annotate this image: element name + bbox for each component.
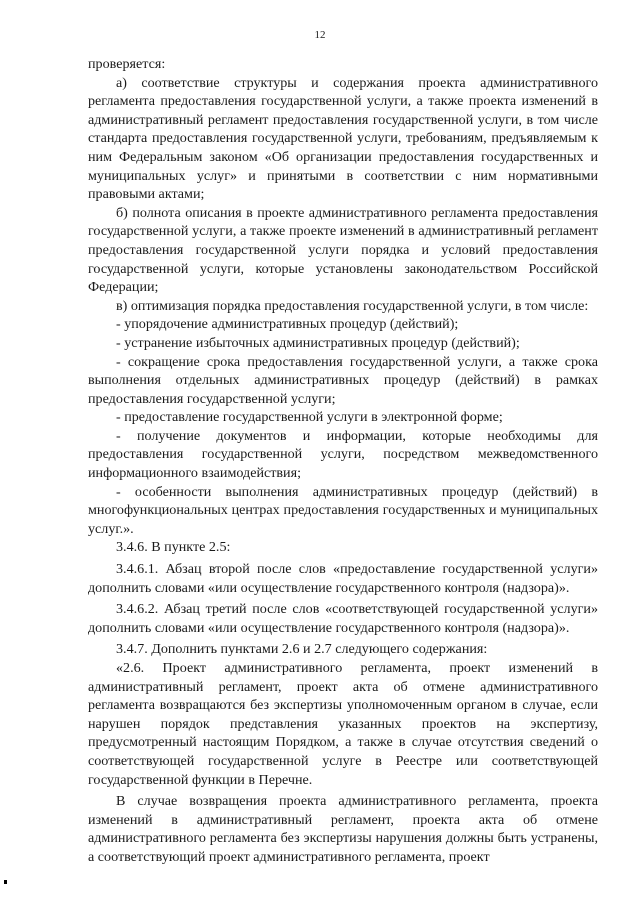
list-item: - упорядочение административных процедур (действий); — [116, 316, 459, 333]
paragraph: 3.4.6. В пункте 2.5: — [116, 539, 231, 556]
paragraph: В случае возвращения проекта административного регламента, проекта изменений в административный регламент, проекта акта об отмене административного регламента без экспертизы нарушения должны быть устранены, а соответствующий проект административного регламента, проект — [88, 793, 598, 865]
page-number: 12 — [314, 29, 326, 41]
paragraph: проверяется: — [88, 56, 166, 72]
list-item: - устранение избыточных административных процедур (действий); — [116, 334, 520, 351]
paragraph: б) полнота описания в проекте административного регламента предоставления государственной услуги, а также проекте изменений в административный регламент предоставления государственной услуги порядка и условий предоставления государственной услуги, которые установлены законодательством Российской Федерации; — [88, 204, 598, 296]
scan-mark — [4, 880, 7, 884]
paragraph: 3.4.7. Дополнить пунктами 2.6 и 2.7 следующего содержания: — [116, 641, 488, 658]
list-item: - особенности выполнения административных процедур (действий) в многофункциональных центрах предоставления государственных и муниципальных услуг.». — [88, 483, 598, 537]
paragraph: а) соответствие структуры и содержания проекта административного регламента предоставления государственной услуги, а также проекта изменений в административный регламент предоставления государственной услуги, в том числе стандарта предоставления государственной услуги, требованиям, предъявляемым к ним Федеральным законом «Об организации предоставления государственных и муниципальных услуг» и принятыми в соответствии с ним нормативными правовыми актами; — [88, 74, 598, 203]
list-item: - сокращение срока предоставления государственной услуги, а также срока выполнения отдельных административных процедур (действий) в рамках предоставления государственной услуги; — [88, 353, 598, 407]
paragraph: 3.4.6.2. Абзац третий после слов «соответствующей государственной услуги» дополнить словами «или осуществление государственного контроля (надзора)». — [88, 601, 598, 636]
paragraph: 3.4.6.1. Абзац второй после слов «предоставление государственной услуги» дополнить словами «или осуществление государственного контроля (надзора)». — [88, 561, 598, 596]
paragraph: в) оптимизация порядка предоставления государственной услуги, в том числе: — [116, 297, 589, 314]
list-item: - получение документов и информации, которые необходимы для предоставления государственной услуги, посредством межведомственного информационного взаимодействия; — [88, 427, 598, 482]
document-body — [88, 55, 598, 867]
list-item: - предоставление государственной услуги в электронной форме; — [116, 409, 503, 426]
paragraph: «2.6. Проект административного регламента, проект изменений в административный регламент, проект акта об отмене административного регламента возвращаются без экспертизы уполномоченным органом в случае, если нарушен порядок представления указанных проектов на экспертизу, предусмотренный настоящим Порядком, а также в случае отсутствия сведений о соответствующей государственной услуге в Реестре или соответствующей государственной функции в Перечне. — [88, 660, 598, 788]
